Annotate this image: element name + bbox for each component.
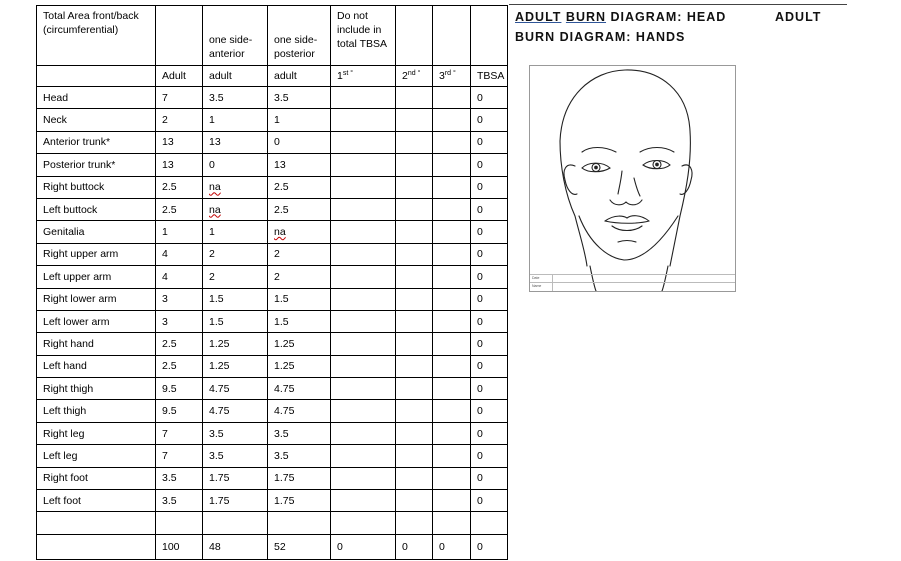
- row-first-degree[interactable]: [331, 87, 396, 109]
- row-first-degree[interactable]: [331, 221, 396, 243]
- row-anterior: na: [203, 198, 268, 220]
- blank-cell: [471, 512, 508, 535]
- row-posterior: 1.5: [268, 288, 331, 310]
- row-area: Posterior trunk*: [37, 154, 156, 176]
- row-adult: 1: [156, 221, 203, 243]
- row-adult: 13: [156, 154, 203, 176]
- row-second-degree[interactable]: [396, 87, 433, 109]
- row-area: Left thigh: [37, 400, 156, 422]
- row-first-degree[interactable]: [331, 310, 396, 332]
- row-third-degree[interactable]: [433, 266, 471, 288]
- row-area: Anterior trunk*: [37, 131, 156, 153]
- row-second-degree[interactable]: [396, 221, 433, 243]
- row-area: Left hand: [37, 355, 156, 377]
- row-posterior: 2.5: [268, 198, 331, 220]
- footer-divider: [552, 283, 553, 291]
- total-second-degree: 0: [396, 535, 433, 560]
- row-first-degree[interactable]: [331, 378, 396, 400]
- row-posterior: 1.5: [268, 310, 331, 332]
- row-second-degree[interactable]: [396, 467, 433, 489]
- subheader-second-degree: $2^{nd ^\circ}$: [396, 66, 433, 87]
- table-row: [37, 355, 508, 377]
- header-exclude: Do not include in total TBSA: [331, 6, 396, 66]
- row-third-degree[interactable]: [433, 422, 471, 444]
- row-area: Right buttock: [37, 176, 156, 198]
- row-tbsa: 0: [471, 378, 508, 400]
- blank-cell: [156, 512, 203, 535]
- row-anterior: 1.75: [203, 490, 268, 512]
- table-row: [37, 154, 508, 176]
- table-body: [37, 87, 508, 512]
- row-tbsa: 0: [471, 221, 508, 243]
- row-adult: 7: [156, 445, 203, 467]
- row-adult: 3.5: [156, 490, 203, 512]
- row-anterior: 1.25: [203, 333, 268, 355]
- total-first-degree: 0: [331, 535, 396, 560]
- row-first-degree[interactable]: [331, 490, 396, 512]
- table-row: [37, 109, 508, 131]
- table-row: [37, 445, 508, 467]
- row-tbsa: 0: [471, 109, 508, 131]
- row-area: Right hand: [37, 333, 156, 355]
- row-tbsa: 0: [471, 422, 508, 444]
- blank-cell: [37, 512, 156, 535]
- row-second-degree[interactable]: [396, 490, 433, 512]
- row-first-degree[interactable]: [331, 176, 396, 198]
- row-posterior: 4.75: [268, 400, 331, 422]
- table-header-row: [37, 6, 508, 66]
- row-adult: 3: [156, 288, 203, 310]
- row-second-degree[interactable]: [396, 243, 433, 265]
- row-second-degree[interactable]: [396, 266, 433, 288]
- row-tbsa: 0: [471, 400, 508, 422]
- table-blank-row: [37, 512, 508, 535]
- blank-cell: [203, 512, 268, 535]
- row-first-degree[interactable]: [331, 109, 396, 131]
- row-second-degree[interactable]: [396, 310, 433, 332]
- subheader-adult: Adult: [156, 66, 203, 87]
- row-anterior: 2: [203, 266, 268, 288]
- blank-cell: [396, 512, 433, 535]
- subheader-tbsa: TBSA: [471, 66, 508, 87]
- subheader-blank: [37, 66, 156, 87]
- row-posterior: 1: [268, 109, 331, 131]
- table-row: [37, 266, 508, 288]
- table-row: [37, 422, 508, 444]
- row-tbsa: 0: [471, 131, 508, 153]
- row-tbsa: 0: [471, 266, 508, 288]
- row-area: Left foot: [37, 490, 156, 512]
- footer-date-label: Date: [532, 276, 540, 280]
- face-outline-drawing: [530, 66, 735, 291]
- row-second-degree[interactable]: [396, 445, 433, 467]
- row-posterior: 2.5: [268, 176, 331, 198]
- row-adult: 7: [156, 87, 203, 109]
- row-adult: 2: [156, 109, 203, 131]
- row-area: Right thigh: [37, 378, 156, 400]
- row-posterior: 3.5: [268, 445, 331, 467]
- header-posterior: one side-posterior: [268, 6, 331, 66]
- row-third-degree[interactable]: [433, 333, 471, 355]
- row-first-degree[interactable]: [331, 288, 396, 310]
- row-tbsa: 0: [471, 198, 508, 220]
- row-tbsa: 0: [471, 467, 508, 489]
- row-area: Right foot: [37, 467, 156, 489]
- total-posterior: 52: [268, 535, 331, 560]
- table-row: [37, 176, 508, 198]
- title-adult: ADULT: [515, 10, 562, 24]
- row-adult: 3.5: [156, 467, 203, 489]
- row-tbsa: 0: [471, 310, 508, 332]
- row-area: Left upper arm: [37, 266, 156, 288]
- row-anterior: na: [203, 176, 268, 198]
- row-first-degree[interactable]: [331, 333, 396, 355]
- row-adult: 3: [156, 310, 203, 332]
- row-tbsa: 0: [471, 333, 508, 355]
- footer-name-label: Name: [532, 284, 542, 288]
- row-adult: 4: [156, 243, 203, 265]
- row-first-degree[interactable]: [331, 266, 396, 288]
- table-row: [37, 243, 508, 265]
- row-area: Genitalia: [37, 221, 156, 243]
- row-third-degree[interactable]: [433, 310, 471, 332]
- row-third-degree[interactable]: [433, 490, 471, 512]
- row-first-degree[interactable]: [331, 355, 396, 377]
- table-subheader-row: [37, 66, 508, 87]
- subheader-adult-anterior: adult: [203, 66, 268, 87]
- row-tbsa: 0: [471, 176, 508, 198]
- row-anterior: 1.5: [203, 310, 268, 332]
- row-tbsa: 0: [471, 243, 508, 265]
- row-second-degree[interactable]: [396, 355, 433, 377]
- row-area: Left buttock: [37, 198, 156, 220]
- row-posterior: 0: [268, 131, 331, 153]
- row-third-degree[interactable]: [433, 154, 471, 176]
- row-third-degree[interactable]: [433, 400, 471, 422]
- total-adult: 100: [156, 535, 203, 560]
- row-posterior: 13: [268, 154, 331, 176]
- header-adult-blank: [156, 6, 203, 66]
- row-anterior: 1.75: [203, 467, 268, 489]
- row-third-degree[interactable]: [433, 109, 471, 131]
- subheader-third-degree: $3^{rd ^\circ}$: [433, 66, 471, 87]
- row-third-degree[interactable]: [433, 288, 471, 310]
- row-second-degree[interactable]: [396, 422, 433, 444]
- row-anterior: 13: [203, 131, 268, 153]
- row-anterior: 1.25: [203, 355, 268, 377]
- row-second-degree[interactable]: [396, 131, 433, 153]
- row-first-degree[interactable]: [331, 467, 396, 489]
- row-third-degree[interactable]: [433, 243, 471, 265]
- row-area: Neck: [37, 109, 156, 131]
- row-third-degree[interactable]: [433, 467, 471, 489]
- row-third-degree[interactable]: [433, 87, 471, 109]
- total-third-degree: 0: [433, 535, 471, 560]
- row-anterior: 4.75: [203, 378, 268, 400]
- diagram-title-line1: [515, 7, 855, 27]
- burn-area-table: [36, 5, 508, 560]
- row-anterior: 1: [203, 221, 268, 243]
- row-third-degree[interactable]: [433, 131, 471, 153]
- header-blank-2: [396, 6, 433, 66]
- row-posterior: 1.25: [268, 355, 331, 377]
- blank-cell: [331, 512, 396, 535]
- row-posterior: 2: [268, 266, 331, 288]
- row-tbsa: 0: [471, 288, 508, 310]
- row-posterior: 2: [268, 243, 331, 265]
- row-anterior: 3.5: [203, 422, 268, 444]
- row-adult: 13: [156, 131, 203, 153]
- row-third-degree[interactable]: [433, 378, 471, 400]
- total-tbsa: 0: [471, 535, 508, 560]
- row-adult: 7: [156, 422, 203, 444]
- row-adult: 2.5: [156, 333, 203, 355]
- row-first-degree[interactable]: [331, 154, 396, 176]
- row-anterior: 1: [203, 109, 268, 131]
- title-burn: BURN: [565, 10, 607, 24]
- row-posterior: na: [268, 221, 331, 243]
- row-posterior: 4.75: [268, 378, 331, 400]
- row-second-degree[interactable]: [396, 333, 433, 355]
- table-row: [37, 131, 508, 153]
- table-row: [37, 87, 508, 109]
- top-rule: [509, 4, 847, 5]
- row-anterior: 3.5: [203, 445, 268, 467]
- row-tbsa: 0: [471, 490, 508, 512]
- table-row: [37, 490, 508, 512]
- row-area: Right upper arm: [37, 243, 156, 265]
- row-first-degree[interactable]: [331, 400, 396, 422]
- row-area: Left leg: [37, 445, 156, 467]
- row-first-degree[interactable]: [331, 198, 396, 220]
- row-third-degree[interactable]: [433, 221, 471, 243]
- header-area: Total Area front/back (circumferential): [37, 6, 156, 66]
- row-second-degree[interactable]: [396, 400, 433, 422]
- row-anterior: 0: [203, 154, 268, 176]
- table-row: [37, 467, 508, 489]
- title-adult-right: ADULT: [775, 10, 822, 24]
- total-label-blank: [37, 535, 156, 560]
- row-posterior: 3.5: [268, 87, 331, 109]
- row-first-degree[interactable]: [331, 422, 396, 444]
- subheader-adult-posterior: adult: [268, 66, 331, 87]
- table-row: [37, 310, 508, 332]
- row-area: Left lower arm: [37, 310, 156, 332]
- row-area: Right leg: [37, 422, 156, 444]
- row-third-degree[interactable]: [433, 198, 471, 220]
- table-row: [37, 198, 508, 220]
- table-row: [37, 221, 508, 243]
- table-row: [37, 333, 508, 355]
- footer-name-row: [530, 282, 735, 291]
- row-area: Head: [37, 87, 156, 109]
- row-posterior: 3.5: [268, 422, 331, 444]
- row-tbsa: 0: [471, 87, 508, 109]
- diagram-title: [515, 7, 855, 47]
- row-posterior: 1.75: [268, 467, 331, 489]
- subheader-first-degree: $1^{st ^\circ}$: [331, 66, 396, 87]
- header-blank-4: [471, 6, 508, 66]
- row-tbsa: 0: [471, 445, 508, 467]
- head-burn-diagram[interactable]: [529, 65, 736, 292]
- row-tbsa: 0: [471, 355, 508, 377]
- header-blank-3: [433, 6, 471, 66]
- row-second-degree[interactable]: [396, 109, 433, 131]
- row-posterior: 1.75: [268, 490, 331, 512]
- title-rest: DIAGRAM: HEAD: [610, 10, 727, 24]
- row-adult: 2.5: [156, 176, 203, 198]
- diagram-title-line2: BURN DIAGRAM: HANDS: [515, 30, 686, 44]
- row-second-degree[interactable]: [396, 154, 433, 176]
- row-first-degree[interactable]: [331, 445, 396, 467]
- row-third-degree[interactable]: [433, 176, 471, 198]
- row-anterior: 1.5: [203, 288, 268, 310]
- row-third-degree[interactable]: [433, 355, 471, 377]
- row-tbsa: 0: [471, 154, 508, 176]
- row-area: Right lower arm: [37, 288, 156, 310]
- header-anterior: one side-anterior: [203, 6, 268, 66]
- row-adult: 9.5: [156, 378, 203, 400]
- row-second-degree[interactable]: [396, 378, 433, 400]
- row-adult: 4: [156, 266, 203, 288]
- row-first-degree[interactable]: [331, 131, 396, 153]
- row-adult: 2.5: [156, 198, 203, 220]
- row-first-degree[interactable]: [331, 243, 396, 265]
- total-anterior: 48: [203, 535, 268, 560]
- table-row: [37, 288, 508, 310]
- blank-cell: [268, 512, 331, 535]
- row-adult: 9.5: [156, 400, 203, 422]
- row-anterior: 2: [203, 243, 268, 265]
- row-third-degree[interactable]: [433, 445, 471, 467]
- row-anterior: 4.75: [203, 400, 268, 422]
- blank-cell: [433, 512, 471, 535]
- row-second-degree[interactable]: [396, 176, 433, 198]
- row-posterior: 1.25: [268, 333, 331, 355]
- row-adult: 2.5: [156, 355, 203, 377]
- table-total-row: [37, 535, 508, 560]
- table-row: [37, 400, 508, 422]
- row-second-degree[interactable]: [396, 198, 433, 220]
- table-row: [37, 378, 508, 400]
- row-second-degree[interactable]: [396, 288, 433, 310]
- row-anterior: 3.5: [203, 87, 268, 109]
